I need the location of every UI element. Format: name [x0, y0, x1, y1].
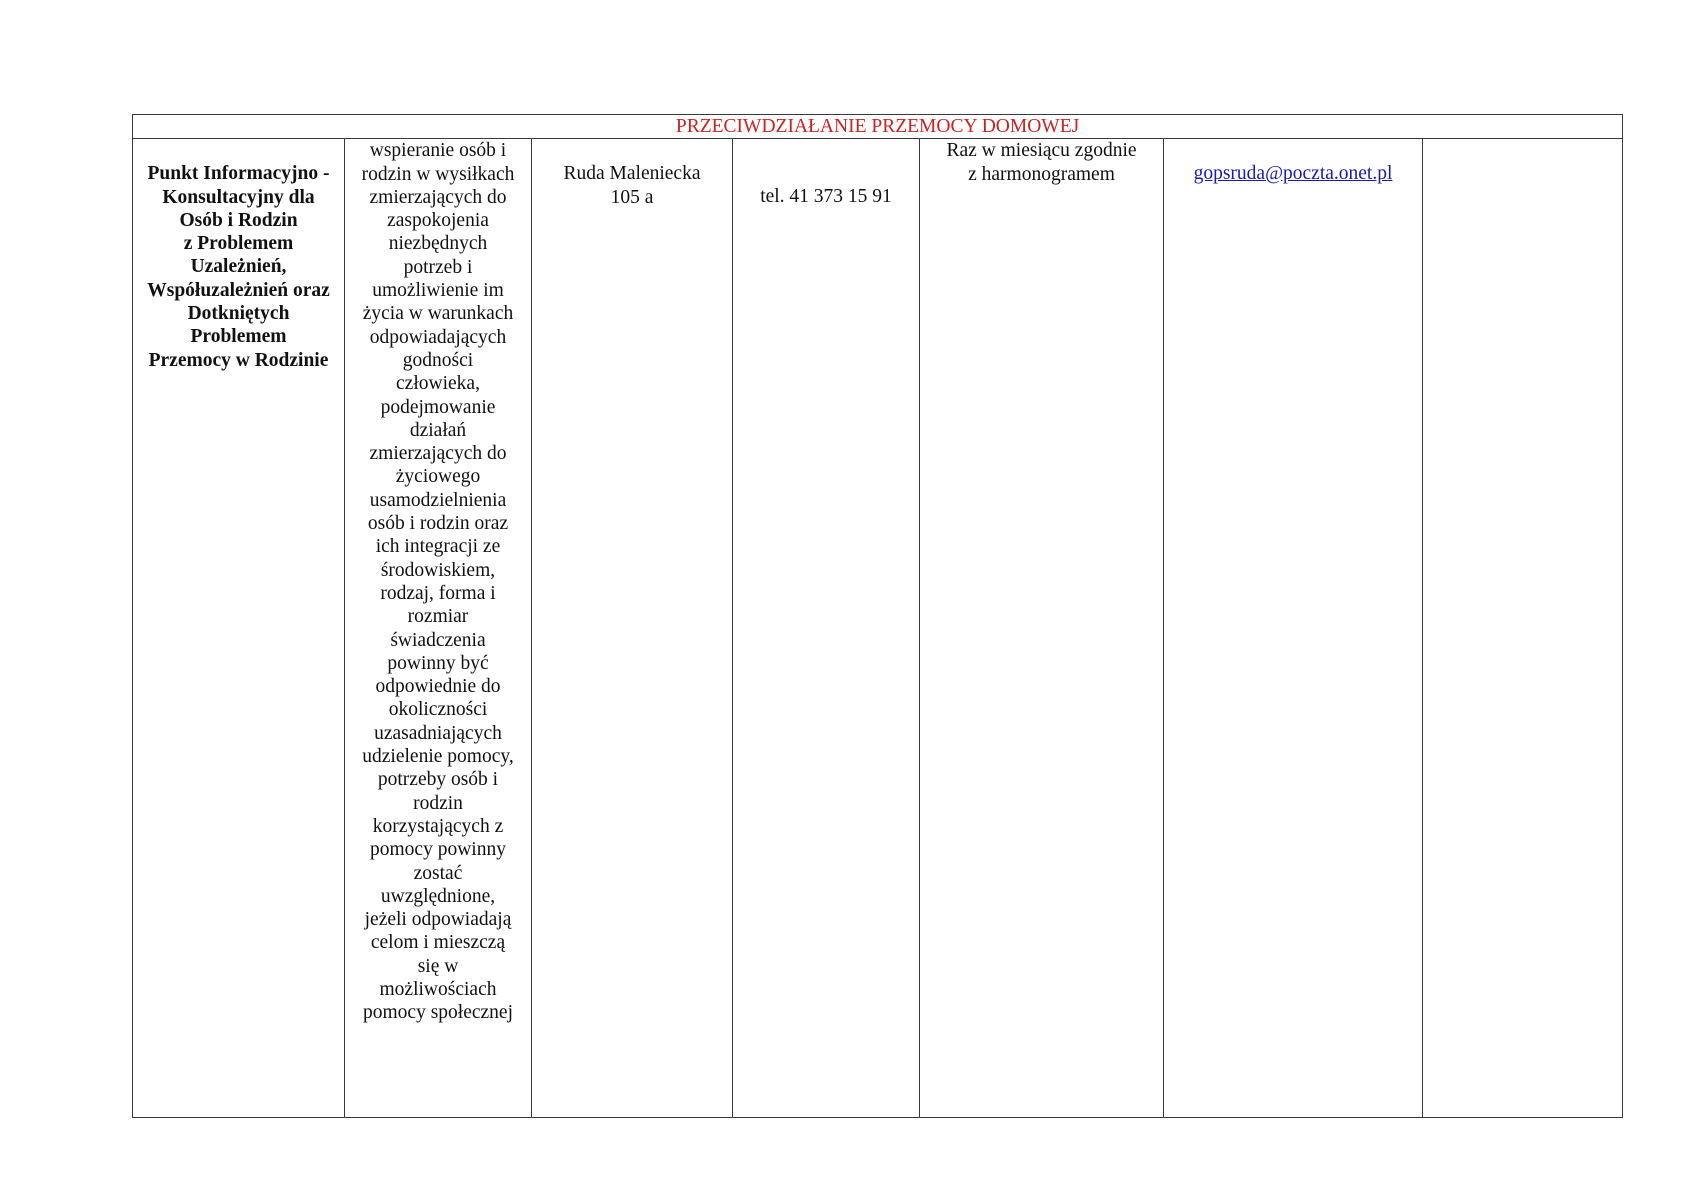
description-line: odpowiednie do [375, 676, 501, 698]
institution-name-line: Konsultacyjny dla [162, 186, 315, 208]
description-line: świadczenia [390, 629, 486, 651]
services-table [132, 114, 1623, 1118]
description-line: możliwościach [379, 978, 497, 1000]
description-line: pomocy powinny [370, 839, 506, 861]
institution-name-line: Osób i Rodzin [179, 209, 298, 231]
institution-name-line: Dotkniętych [187, 303, 290, 325]
description-cell [345, 139, 532, 1118]
empty-cell [1423, 139, 1623, 1118]
table-header: PRZECIWDZIAŁANIE PRZEMOCY DOMOWEJ [133, 115, 1623, 139]
institution-name-line: z Problemem [183, 233, 294, 255]
schedule-cell [920, 139, 1164, 1118]
institution-name-line: Współuzależnień oraz [147, 279, 330, 301]
email-cell [1164, 139, 1423, 1118]
description-line: zmierzających do [369, 186, 507, 208]
description-line: korzystających z [372, 815, 504, 837]
description-line: rozmiar [407, 606, 469, 628]
description-line: życiowego [395, 466, 481, 488]
description-line: pomocy społecznej [363, 1002, 513, 1024]
description-line: okoliczności [388, 699, 488, 721]
description-line: usamodzielnienia [369, 489, 507, 511]
description-line: jeżeli odpowiadają [364, 909, 512, 931]
description-line: uwzględnione, [380, 885, 496, 907]
description-line: udzielenie pomocy, [362, 746, 514, 768]
phone-number: tel. 41 373 15 91 [760, 186, 892, 208]
description-line: środowiskiem, [380, 559, 496, 581]
institution-name-line: Problemem [190, 326, 287, 348]
description-line: niezbędnych [388, 233, 488, 255]
description-line: odpowiadających [369, 326, 507, 348]
description-line: się w [417, 955, 459, 977]
description-line: podejmowanie [380, 396, 496, 418]
description-line: zmierzających do [369, 443, 507, 465]
email-link[interactable]: gopsruda@poczta.onet.pl [1193, 163, 1393, 185]
description-line: osób i rodzin oraz [367, 513, 509, 535]
phone-cell [733, 139, 920, 1118]
description-line: godności [402, 349, 474, 371]
description-line: człowieka, [396, 373, 480, 395]
description-line: celom i mieszczą [370, 932, 506, 954]
description-line: rodzaj, forma i [380, 582, 496, 604]
address-line: Ruda Maleniecka [563, 163, 701, 185]
description-line: powinny być [387, 652, 489, 674]
description-line: działań [409, 419, 467, 441]
schedule-line: z harmonogramem [968, 163, 1115, 185]
description-line: potrzeby osób i [377, 769, 499, 791]
table-row [133, 139, 1623, 1118]
description-line: wspieranie osób i [369, 140, 507, 162]
description-line: zaspokojenia [387, 210, 489, 232]
address-cell [532, 139, 733, 1118]
institution-name-line: Przemocy w Rodzinie [148, 349, 329, 371]
institution-name-cell [133, 139, 345, 1118]
institution-name-line: Uzależnień, [190, 256, 287, 278]
description-line: rodzin w wysiłkach [361, 163, 515, 185]
description-line: umożliwienie im [372, 280, 504, 302]
schedule-line: Raz w miesiącu zgodnie [946, 140, 1137, 162]
description-line: uzasadniających [374, 722, 502, 744]
description-line: życia w warunkach [362, 303, 514, 325]
description-line: zostać [413, 862, 463, 884]
description-line: ich integracji ze [375, 536, 501, 558]
description-line: potrzeb i [403, 256, 473, 278]
institution-name-line: Punkt Informacyjno - [147, 163, 330, 185]
description-line: rodzin [413, 792, 463, 814]
address-line: 105 a [610, 186, 654, 208]
